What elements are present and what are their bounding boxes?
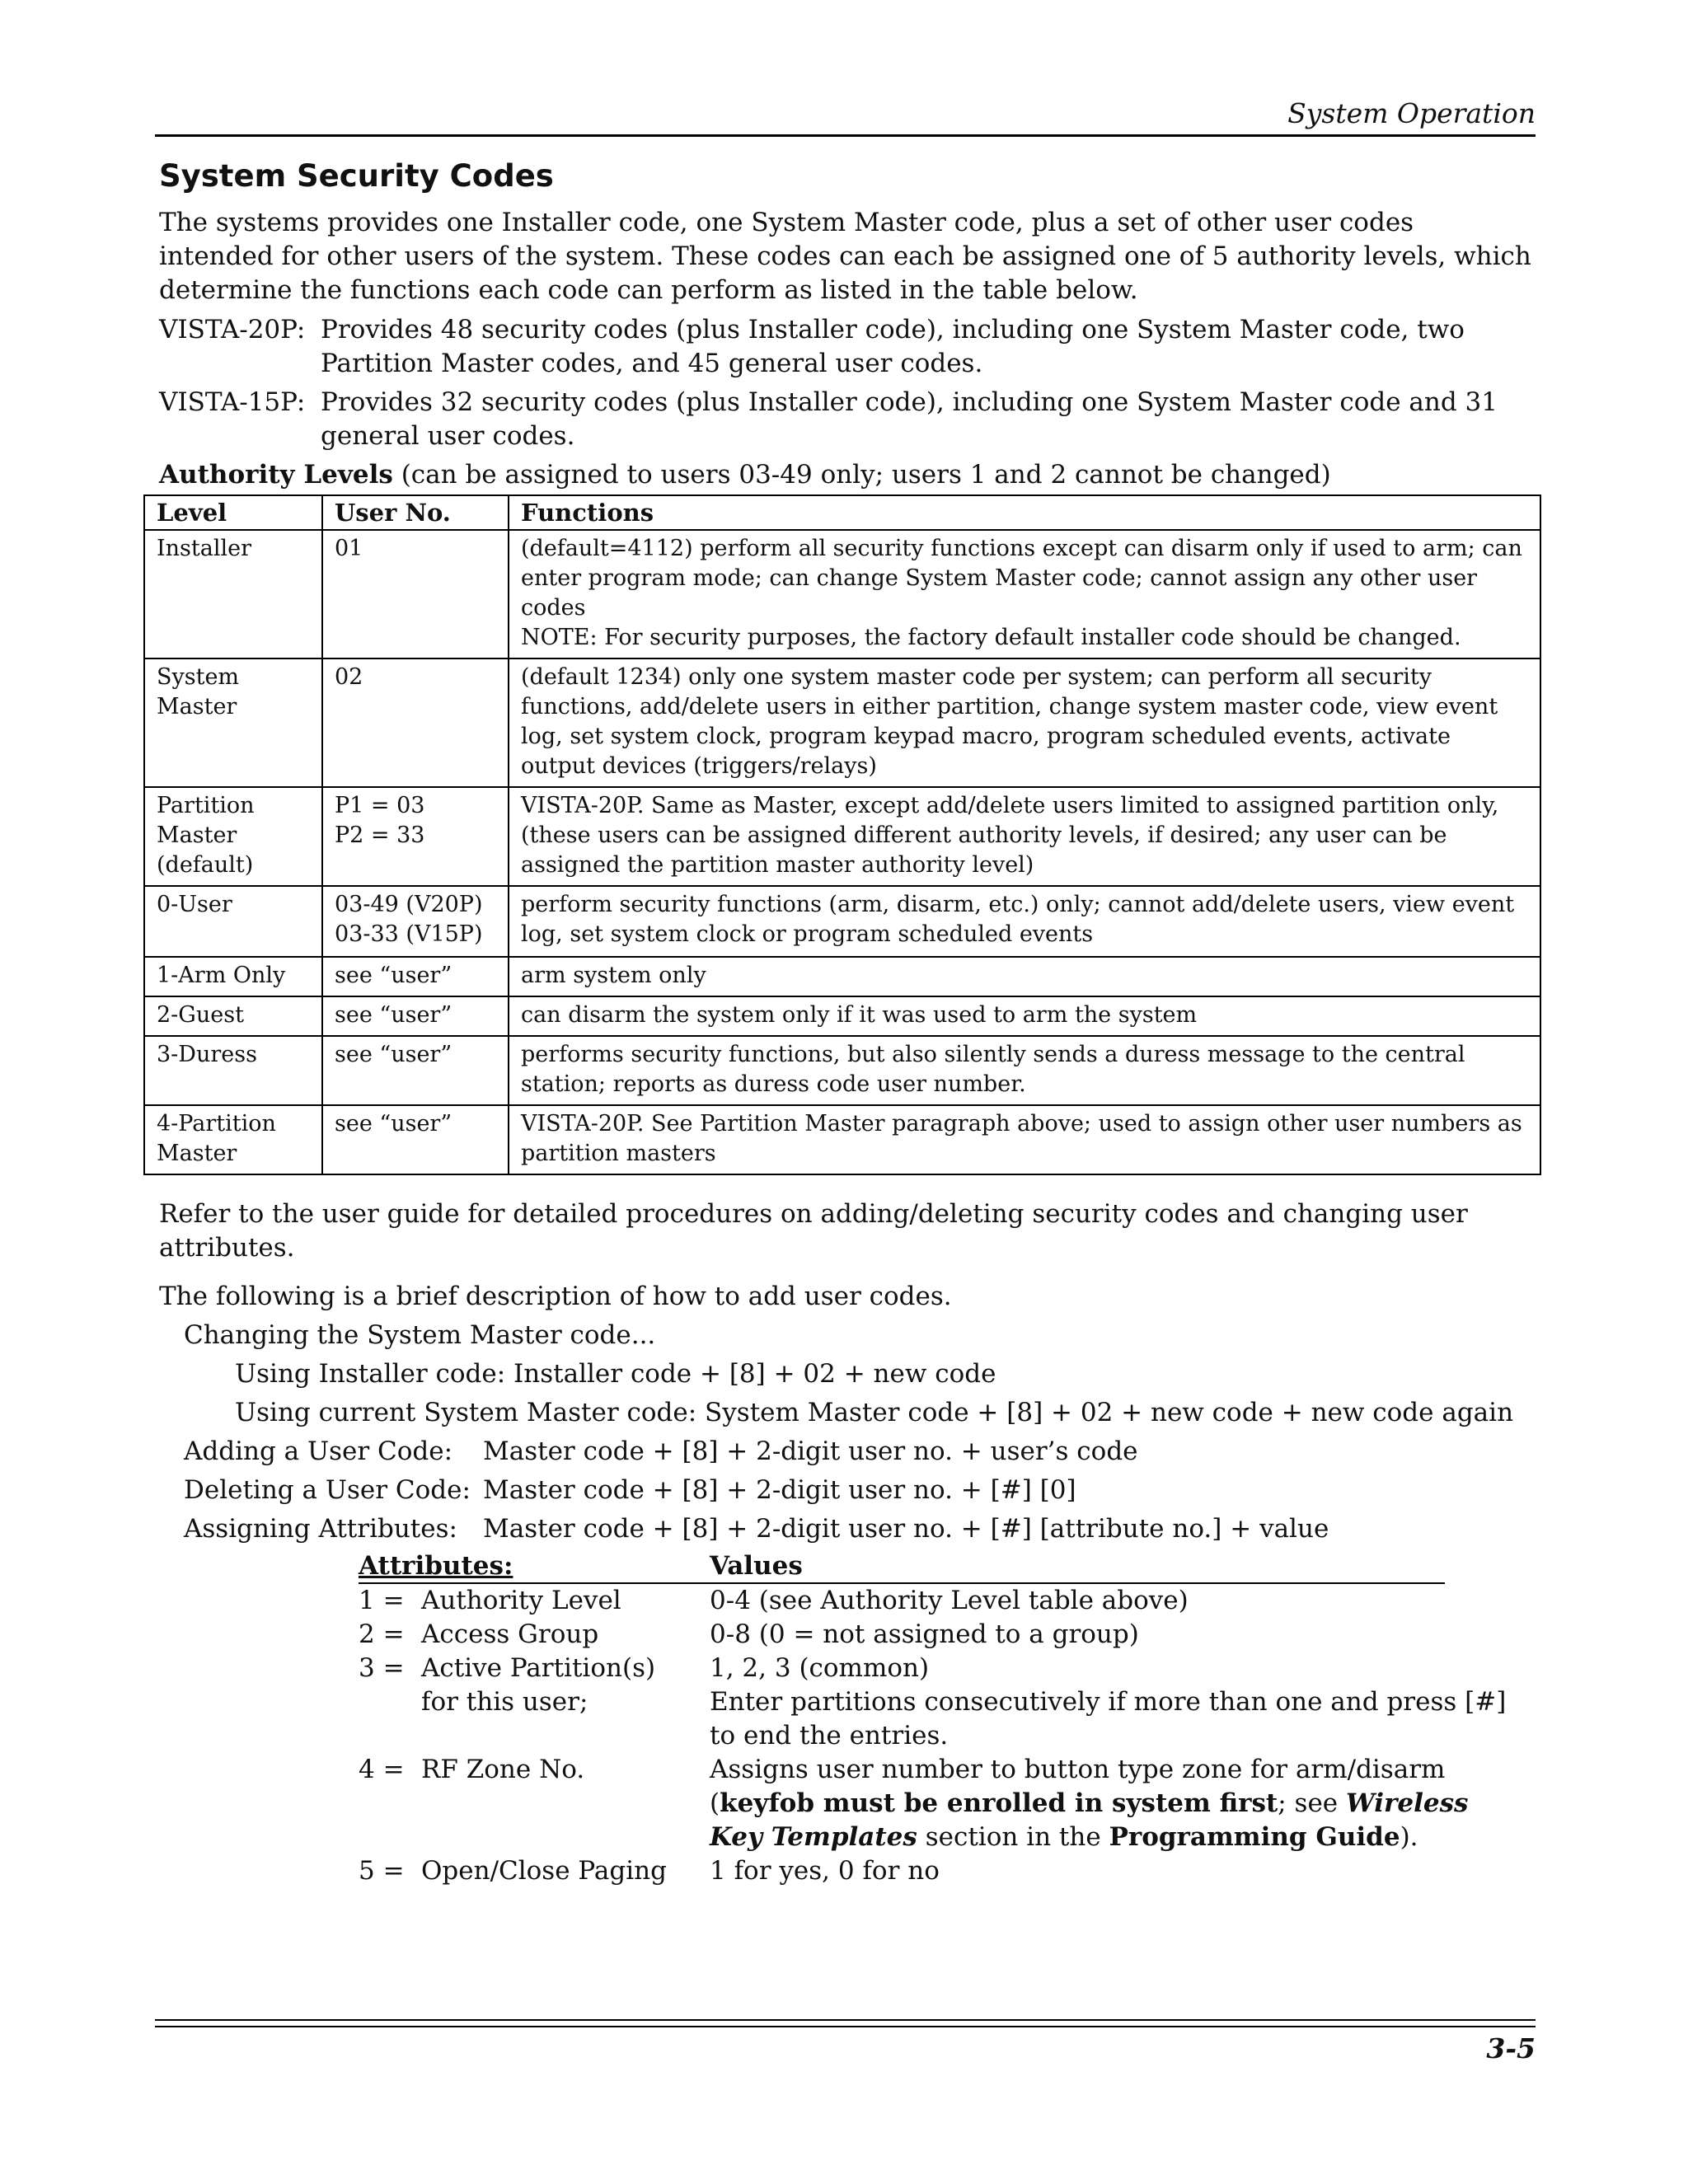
- note-section-in: section in the: [917, 1822, 1109, 1852]
- functions-cell: [509, 658, 1540, 787]
- attributes-header-label: Attributes:: [359, 1551, 513, 1581]
- functions-cell: [509, 1105, 1540, 1174]
- following-paragraph: The following is a brief description of how to add user codes.: [159, 1282, 952, 1311]
- attribute-name: Active Partition(s): [421, 1653, 656, 1683]
- list-item: [359, 1584, 1525, 1618]
- table-row: [144, 886, 1540, 957]
- table-row: [144, 530, 1540, 658]
- user-no-value: 03-49 (V20P): [335, 892, 483, 917]
- attribute-number: 3 =: [359, 1653, 405, 1683]
- vista-20p-entry: [159, 313, 1536, 381]
- attribute-number: 2 =: [359, 1619, 405, 1649]
- vista-label: VISTA-20P:: [159, 315, 306, 344]
- functions-text: arm system only: [521, 963, 706, 988]
- note-paren-open: (: [710, 1788, 720, 1818]
- functions-text: VISTA-20P. Same as Master, except add/delete users limited to assigned partition only, (these users can be assigned different authority levels, if desired; any user can be assigned the partition master authority level): [521, 793, 1499, 878]
- user-no-value: 03-33 (V15P): [335, 921, 483, 947]
- user-no-value: see “user”: [335, 1111, 452, 1137]
- header-rule: [155, 134, 1536, 137]
- operation-label: Adding a User Code:: [184, 1436, 453, 1466]
- attribute-value: [710, 1753, 1525, 1854]
- list-item: [359, 1618, 1525, 1652]
- note-wireless-key-templates: Wireless Key Templates: [710, 1788, 1469, 1852]
- page-number: 3-5: [1486, 2032, 1536, 2064]
- attribute-number: [359, 1685, 421, 1753]
- operation-value: Master code + [8] + 2-digit user no. + [#] [attribute no.] + value: [483, 1514, 1329, 1544]
- functions-cell: [509, 996, 1540, 1036]
- vista-description: Provides 32 security codes (plus Installer code), including one System Master code and 31 general user codes.: [321, 387, 1498, 451]
- operation-label: Assigning Attributes:: [184, 1514, 457, 1544]
- operation-value: Master code + [8] + 2-digit user no. + user’s code: [483, 1436, 1138, 1466]
- level-cell: 2-Guest: [144, 996, 322, 1036]
- note-paren-close: ).: [1400, 1822, 1418, 1852]
- list-item: [359, 1685, 1525, 1753]
- functions-cell: [509, 530, 1540, 658]
- attribute-number: 5 =: [359, 1856, 405, 1886]
- table-row: [144, 1036, 1540, 1105]
- step-changing-master: Changing the System Master code...: [184, 1320, 656, 1350]
- user-no-cell: [322, 658, 509, 787]
- attribute-value: 0-8 (0 = not assigned to a group): [710, 1619, 1139, 1649]
- attribute-value: 0-4 (see Authority Level table above): [710, 1586, 1189, 1615]
- user-no-cell: [322, 957, 509, 996]
- operation-label: Deleting a User Code:: [184, 1475, 471, 1505]
- functions-cell: [509, 1036, 1540, 1105]
- user-no-cell: [322, 787, 509, 886]
- table-row: [144, 658, 1540, 787]
- operation-delete-user: [184, 1474, 1076, 1507]
- note-see: ; see: [1278, 1788, 1346, 1818]
- level-cell: Partition Master (default): [144, 787, 322, 886]
- authority-heading-note: (can be assigned to users 03-49 only; users 1 and 2 cannot be changed): [392, 460, 1331, 490]
- column-header-functions: Functions: [509, 495, 1540, 530]
- rf-zone-value-text: Assigns user number to button type zone for arm/disarm: [710, 1755, 1446, 1784]
- user-no-cell: [322, 886, 509, 957]
- user-no-value: see “user”: [335, 1002, 452, 1028]
- note-programming-guide: Programming Guide: [1109, 1822, 1400, 1852]
- refer-paragraph: Refer to the user guide for detailed procedures on adding/deleting security codes and changing user attributes.: [159, 1199, 1468, 1263]
- vista-label: VISTA-15P:: [159, 387, 306, 417]
- operation-assign-attributes: [184, 1512, 1329, 1546]
- table-row: [144, 787, 1540, 886]
- user-no-cell: [322, 996, 509, 1036]
- level-cell: 0-User: [144, 886, 322, 957]
- functions-cell: [509, 957, 1540, 996]
- functions-text: perform security functions (arm, disarm, etc.) only; cannot add/delete users, view event log, set system clock or program scheduled events: [521, 892, 1515, 947]
- list-item: [359, 1753, 1525, 1854]
- level-cell: System Master: [144, 658, 322, 787]
- attribute-number: 1 =: [359, 1586, 405, 1615]
- user-no-value: see “user”: [335, 1042, 452, 1067]
- authority-levels-table: [143, 494, 1541, 1175]
- table-row: [144, 1105, 1540, 1174]
- list-item: [359, 1652, 1525, 1685]
- values-header-label: Values: [710, 1551, 803, 1581]
- table-row: [144, 996, 1540, 1036]
- level-cell: 4-Partition Master: [144, 1105, 322, 1174]
- user-no-cell: [322, 530, 509, 658]
- column-header-level: Level: [144, 495, 322, 530]
- column-header-user-no: User No.: [322, 495, 509, 530]
- functions-cell: [509, 886, 1540, 957]
- vista-description: Provides 48 security codes (plus Installer code), including one System Master code, two Partition Master codes, and 45 general user codes.: [321, 315, 1465, 378]
- attribute-value: 1 for yes, 0 for no: [710, 1856, 940, 1886]
- functions-note: NOTE: For security purposes, the factory default installer code should be changed.: [521, 625, 1461, 650]
- attribute-value: Enter partitions consecutively if more than one and press [#] to end the entries.: [710, 1687, 1507, 1750]
- table-header-row: [144, 495, 1540, 530]
- attribute-name: Access Group: [421, 1619, 599, 1649]
- step-installer-code: Using Installer code: Installer code + [8] + 02 + new code: [235, 1359, 996, 1389]
- footer-rule: [155, 2019, 1536, 2021]
- functions-text: (default=4112) perform all security functions except can disarm only if used to arm; can enter program mode; can change System Master code; cannot assign any other user codes: [521, 536, 1522, 621]
- user-no-value: 01: [335, 536, 363, 561]
- attribute-name: Authority Level: [421, 1586, 621, 1615]
- step-current-master-code: Using current System Master code: System Master code + [8] + 02 + new code + new code again: [235, 1398, 1514, 1427]
- user-no-cell: [322, 1036, 509, 1105]
- authority-levels-heading: [159, 458, 1331, 492]
- level-cell: 3-Duress: [144, 1036, 322, 1105]
- authority-heading-bold: Authority Levels: [159, 460, 393, 490]
- footer-rule: [155, 2026, 1536, 2027]
- note-keyfob-bold: keyfob must be enrolled in system first: [720, 1788, 1278, 1818]
- user-no-cell: [322, 1105, 509, 1174]
- user-no-value: 02: [335, 664, 363, 690]
- functions-text: (default 1234) only one system master code per system; can perform all security functions, add/delete users in either partition, change system master code, view event log, set system clock, program keypad macro, program scheduled events, activate output devices (triggers/relays): [521, 664, 1498, 779]
- functions-text: VISTA-20P. See Partition Master paragraph above; used to assign other user numbers as partition masters: [521, 1111, 1522, 1166]
- level-cell: 1-Arm Only: [144, 957, 322, 996]
- functions-text: can disarm the system only if it was used to arm the system: [521, 1002, 1198, 1028]
- attribute-value: 1, 2, 3 (common): [710, 1653, 930, 1683]
- vista-15p-entry: [159, 386, 1536, 453]
- running-header: System Operation: [1287, 97, 1536, 129]
- attribute-name: for this user;: [421, 1687, 588, 1717]
- intro-paragraph: The systems provides one Installer code, one System Master code, plus a set of other user codes intended for other users of the system. These codes can each be assigned one of 5 authority levels, which determine the functions each code can perform as listed in the table below.: [159, 208, 1531, 305]
- attributes-header: [359, 1549, 1445, 1584]
- user-no-value: see “user”: [335, 963, 452, 988]
- user-no-value: P1 = 03: [335, 793, 425, 818]
- attribute-name: RF Zone No.: [421, 1755, 585, 1784]
- list-item: [359, 1854, 1525, 1888]
- section-title: System Security Codes: [159, 158, 554, 194]
- operation-add-user: [184, 1435, 1138, 1469]
- user-no-value: P2 = 33: [335, 823, 425, 848]
- table-row: [144, 957, 1540, 996]
- level-cell: Installer: [144, 530, 322, 658]
- attribute-name: Open/Close Paging: [421, 1856, 667, 1886]
- operation-value: Master code + [8] + 2-digit user no. + [#] [0]: [483, 1475, 1076, 1505]
- attributes-list: [359, 1584, 1525, 1888]
- attribute-number: 4 =: [359, 1755, 405, 1784]
- functions-cell: [509, 787, 1540, 886]
- rf-zone-note: [710, 1788, 1469, 1852]
- functions-text: performs security functions, but also silently sends a duress message to the central station; reports as duress code user number.: [521, 1042, 1465, 1097]
